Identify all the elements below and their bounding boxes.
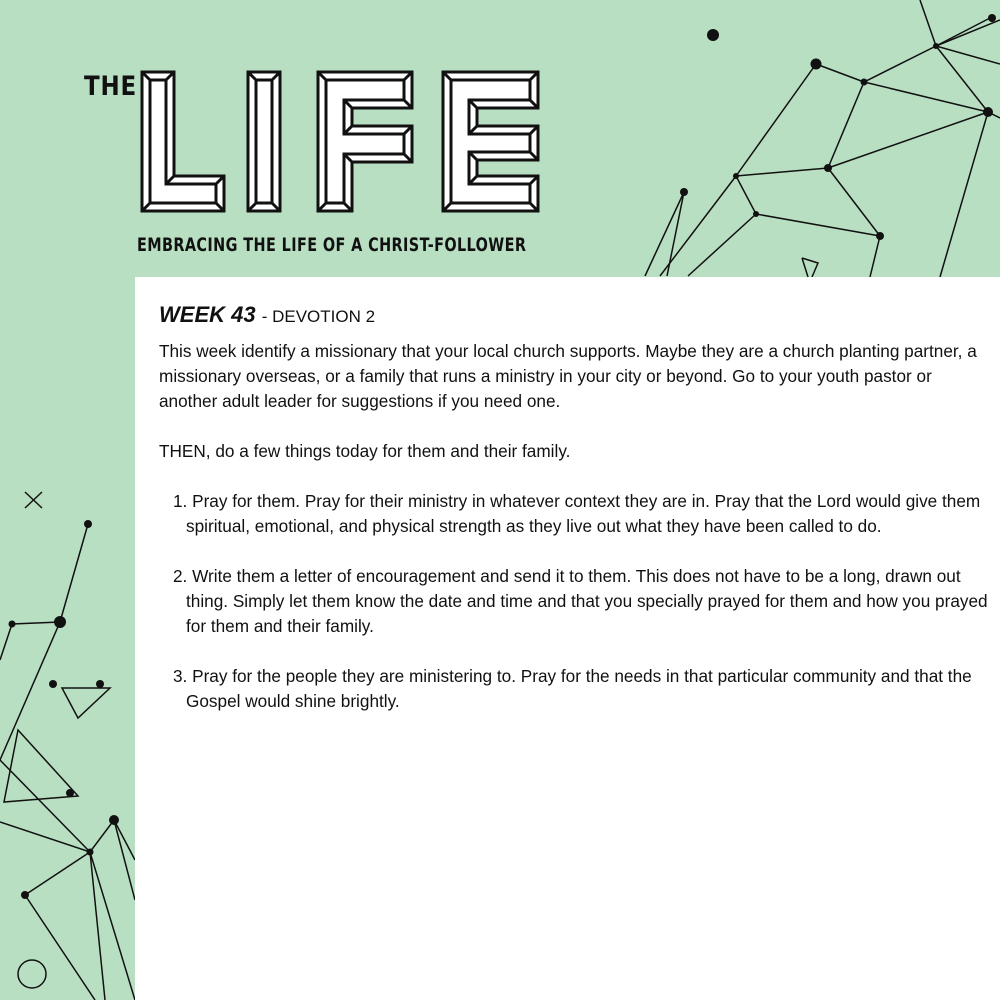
list-item: 3. Pray for the people they are ministering to. Pray for the needs in that particular community and that the Gospel would shine brightly. [173,666,972,711]
life-logo [140,70,540,213]
intro-paragraph: This week identify a missionary that your local church supports. Maybe they are a church planting partner, a missionary overseas, or a family that runs a ministry in your city or beyond. Go to your youth pastor or another adult leader for suggestions if you need one. [159,341,977,411]
action-list [159,489,994,714]
devotion-label: - DEVOTION 2 [261,307,376,326]
list-item: 2. Write them a letter of encouragement and send it to them. This does not have to be a long, drawn out thing. Simply let them know the date and time and that you specially prayed for them and how you prayed for them and their family. [173,566,988,636]
list-item: 1. Pray for them. Pray for their ministry in whatever context they are in. Pray that the Lord would give them spiritual, emotional, and physical strength as they live out what they have been called to do. [173,491,981,536]
brand-tagline: EMBRACING THE LIFE OF A CHRIST-FOLLOWER [137,234,527,256]
devotion-heading [159,301,375,331]
then-paragraph: THEN, do a few things today for them and their family. [159,441,571,461]
brand-the: THE [84,71,138,102]
devotion-card [135,277,1000,1000]
week-label: WEEK 43 [159,302,256,327]
devotion-body [159,339,994,739]
